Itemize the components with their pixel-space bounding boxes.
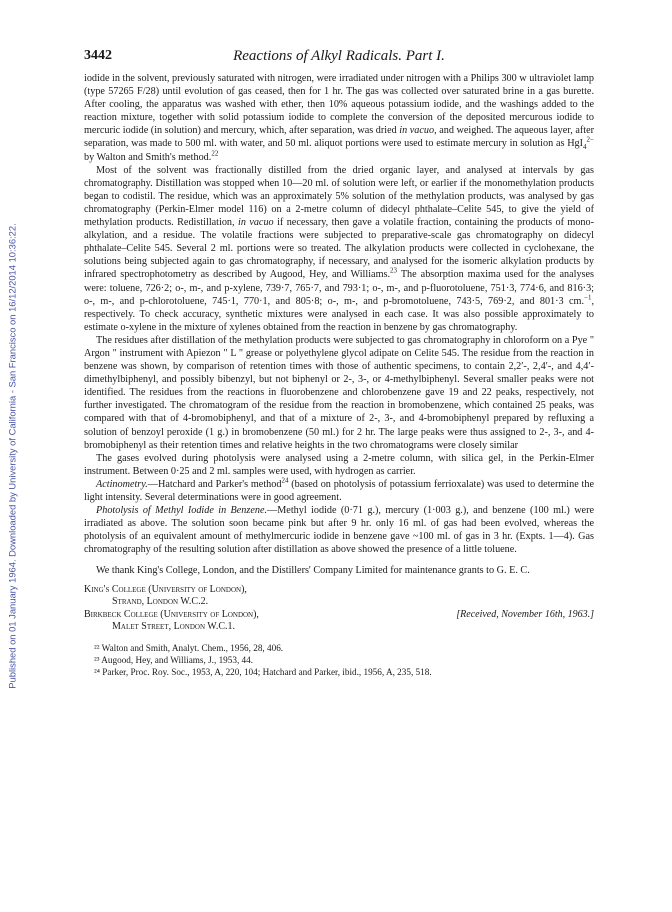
address-line-2: Strand, London W.C.2. [112, 596, 209, 608]
reference-24: ²⁴ Parker, Proc. Roy. Soc., 1953, A, 220, 104; Hatchard and Parker, ibid., 1956, A, 235, 518. [94, 666, 432, 677]
address-block [84, 584, 594, 634]
paragraph-photolysis: Photolysis of Methyl Iodide in Benzene.—Methyl iodide (0·71 g.), mercury (1·003 g.), and benzene (100 ml.) were irradiated as above. The solution soon became pink but after 9 hr. only 16 ml. of gas had been evolved, whereas the photolysis of an equivalent amount of methylmercuric iodide in benzene gave ~100 ml. of gas in 3 hr. (Expts. 1—4). Gas chromatography of the resulting solution after distillation as above showed the presence of a little toluene. [84, 505, 594, 556]
body-text [84, 72, 594, 578]
running-header [84, 48, 594, 68]
reference-22: ²² Walton and Smith, Analyt. Chem., 1956, 28, 406. [94, 642, 284, 653]
download-watermark [0, 0, 24, 912]
page-number: 3442 [84, 48, 112, 63]
address-line-1: King's College (University of London), [84, 583, 247, 595]
acknowledgement: We thank King's College, London, and the Distillers' Company Limited for maintenance grants to G. E. C. [96, 565, 530, 577]
paragraph-4: The gases evolved during photolysis were analysed using a 2-metre column, with silica gel, in the Perkin-Elmer instrument. Between 0·25 and 2 ml. samples were used, with hydrogen as carrier. [84, 452, 594, 477]
download-watermark-text: Published on 01 January 1964. Downloaded by University of California - San Francisco on 16/12/2014 10:36:22. [6, 223, 18, 689]
paragraph-1: iodide in the solvent, previously saturated with nitrogen, were irradiated under nitrogen with a Philips 300 w ultraviolet lamp (type 57265 F/28) until evolution of gas ceased, then for 1 hr. The gas was collected over saturated brine in a gas burette. After cooling, the apparatus was washed with ether, then 10% aqueous potassium iodide, and the washings added to the reaction mixture, together with solid potassium iodide to complete the conversion of the deposited mercurous iodide to mercuric iodide (in solution) and mercury, which, after separation, was dried in vacuo, and weighed. The aqueous layer, after separation, was made to 500 ml. with water, and 50 ml. aliquot portions were used to estimate mercury in solution as HgI$_4^{2-}$ by Walton and Smith's method.$^{22}$ [84, 73, 595, 163]
section-title-actinometry: Actinometry. [96, 478, 148, 490]
references [84, 642, 594, 678]
address-line-4: Malet Street, London W.C.1. [112, 621, 236, 633]
page [84, 48, 594, 678]
paragraph-actinometry: Actinometry.—Hatchard and Parker's method$^{24}$ (based on photolysis of potassium ferrioxalate) was used to determine the light intensity. Several determinations were in good agreement. [84, 476, 594, 503]
paragraph-3: The residues after distillation of the methylation products were subjected to gas chromatography in chloroform on a Pye " Argon " instrument with Apiezon " L " grease or polyethylene glycol adipate on Celite 545. The residue from the reaction in benzene was shown, by comparison of retention times with those of authentic specimens, to contain 2,2′-, 2,4′-, and 4,4′-dimethylbiphenyl, and possibly bibenzyl, but not biphenyl or 2-, 3-, or 4-methylbiphenyl. Several smaller peaks were not identified. The residues from the reactions in fluorobenzene and chlorobenzene gave 19 and 22 peaks, respectively, not further investigated. The chromatogram of the residue from the reaction in bromobenzene, which contained 25 peaks, was compared with that of 4-bromobiphenyl, and that of a mixture of 2-, 3-, and 4-bromobiphenyl prepared by refluxing a solution of benzoyl peroxide (1 g.) in bromobenzene (50 ml.) for 2 hr. The large peaks were thus assigned to 2-, 3-, and 4-bromobiphenyl as their retention times and relative heights in the two chromatograms were closely similar [84, 334, 594, 451]
address-line-3: Birkbeck College (University of London), [84, 608, 259, 620]
running-title: Reactions of Alkyl Radicals. Part I. [233, 48, 445, 64]
section-title-photolysis: Photolysis of Methyl Iodide in Benzene. [96, 505, 268, 517]
reference-23: ²³ Augood, Hey, and Williams, J., 1953, 44. [94, 654, 254, 665]
received-date: [Received, November 16th, 1963.] [456, 608, 594, 620]
paragraph-2: Most of the solvent was fractionally distilled from the dried organic layer, and analysed at intervals by gas chromatography. Distillation was stopped when 10—20 ml. of solution were left, or earlier if the monomethylation products began to codistil. The residue, which was an approximately 5% solution of the methylation products, was analysed by gas chromatography (Perkin-Elmer model 116) on a 2-metre column of didecyl phthalate–Celite 545, to give the yield of methylation products. Redistillation, in vacuo if necessary, then gave a volatile fraction, containing the products of mono-alkylation, and a residue. The volatile fractions were subjected to preparative-scale gas chromatography on didecyl phthalate–Celite 545. Several 2 ml. portions were so treated. The alkylation products were collected in cyclohexane, the solutions being subjected again to gas chromatography, if necessary, and analysed for the isomeric alkylation products by infrared spectrophotometry as described by Augood, Hey, and Williams.$^{23}$ The absorption maxima used for the analyses were: toluene, 726·2; o-, m-, and p-xylene, 739·7, 765·7, and 793·1; o-, m-, and p-fluorotoluene, 751·3, 774·6, and 816·3; o-, m-, and p-chlorotoluene, 745·1, 770·1, and 805·8; o-, m-, and p-bromotoluene, 743·5, 769·2, and 801·3 cm.$^{-1}$, respectively. To check accuracy, synthetic mixtures were analysed in each case. It was also possible approximately to estimate o-xylene in the mixture of xylenes obtained from the reaction in benzene by gas chromatography. [84, 164, 595, 333]
